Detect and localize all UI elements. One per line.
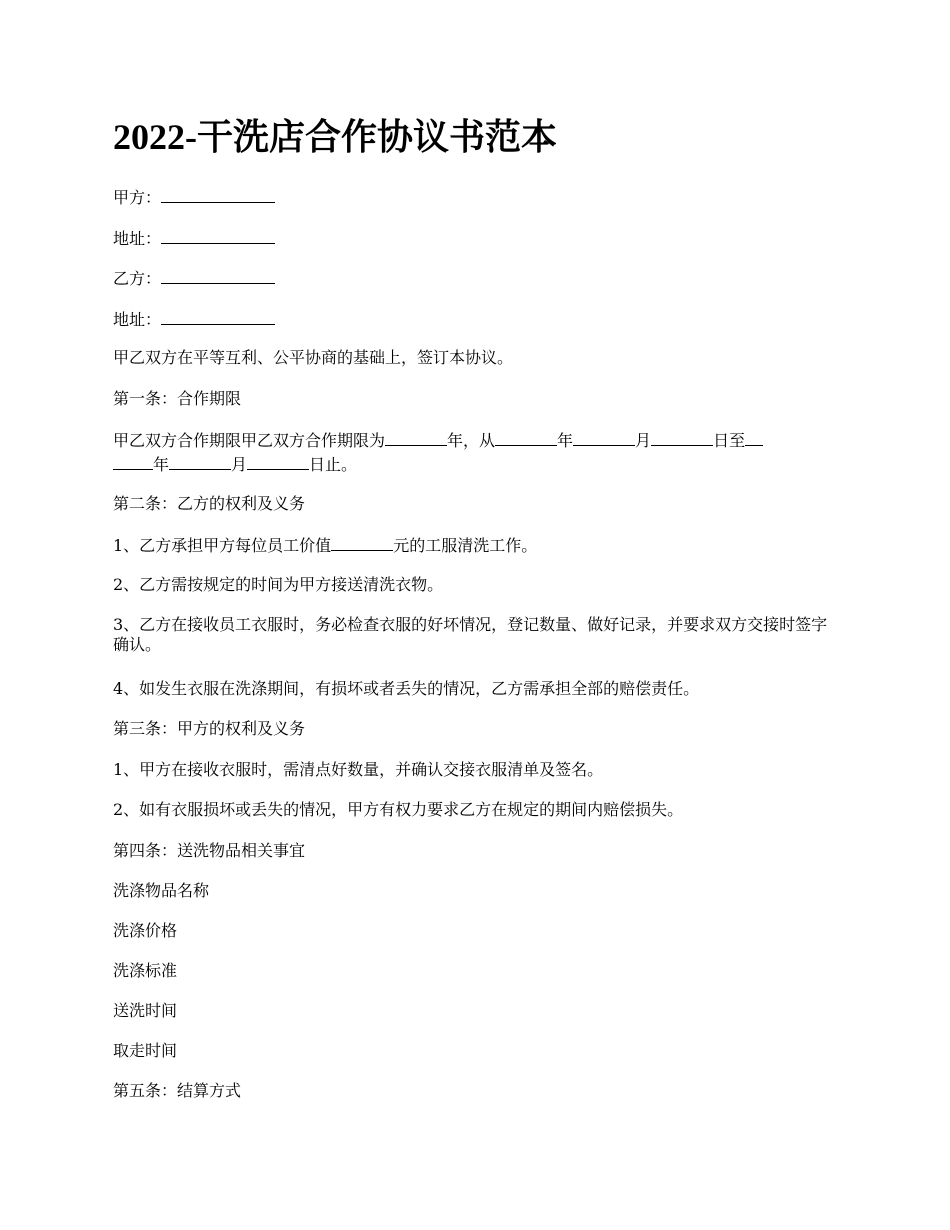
article1-end-year-label: 年 [153,455,170,474]
article5-heading: 第五条：结算方式 [113,1081,242,1100]
party-a-line [113,186,275,208]
article2-item4: 4、如发生衣服在洗涤期间，有损坏或者丢失的情况，乙方需承担全部的赔偿责任。 [113,679,700,698]
party-b-address-label: 地址： [113,310,162,329]
start-month-blank [573,429,635,446]
article2-item1 [113,534,537,556]
party-a-address-line [113,227,275,249]
article4-heading: 第四条：送洗物品相关事宜 [113,841,306,860]
article1-term-line1 [113,429,763,451]
article2-item1-start: 1、乙方承担甲方每位员工价值 [113,536,332,555]
end-month-blank [169,453,231,470]
party-b-line [113,267,275,289]
article1-heading: 第一条：合作期限 [113,389,242,408]
party-a-label: 甲方： [113,188,162,207]
article1-month-label: 月 [635,431,652,450]
party-b-address-blank [161,308,275,325]
start-year-blank [495,429,557,446]
article1-year-label: 年 [557,431,574,450]
party-a-blank [161,186,275,203]
article2-heading: 第二条：乙方的权利及义务 [113,494,306,513]
article2-item3: 3、乙方在接收员工衣服时，务必检查衣服的好坏情况，登记数量、做好记录，并要求双方交接时签字确认。 [113,615,828,654]
party-b-label: 乙方： [113,269,162,288]
article2-item1-end: 元的工服清洗工作。 [393,536,538,555]
article4-field-pickup-time: 取走时间 [113,1041,178,1060]
start-day-blank [651,429,713,446]
article1-year-from: 年，从 [447,431,496,450]
party-a-address-blank [161,227,275,244]
value-blank [331,534,393,551]
article3-item2: 2、如有衣服损坏或丢失的情况，甲方有权力要求乙方在规定的期间内赔偿损失。 [113,800,684,819]
party-b-address-line [113,308,275,330]
article1-day-to: 日至 [713,431,746,450]
article3-item1: 1、甲方在接收衣服时，需清点好数量，并确认交接衣服清单及签名。 [113,760,604,779]
article2-item2: 2、乙方需按规定的时间为甲方接送清洗衣物。 [113,575,444,594]
end-day-blank [247,453,309,470]
article1-text-start: 甲乙双方合作期限甲乙双方合作期限为 [113,431,386,450]
article1-end-month-label: 月 [231,455,248,474]
term-years-blank [385,429,447,446]
document-title: 2022-干洗店合作协议书范本 [113,117,557,157]
article1-day-end: 日止。 [309,455,358,474]
party-b-blank [161,267,275,284]
preamble: 甲乙双方在平等互利、公平协商的基础上，签订本协议。 [113,348,514,367]
article4-field-price: 洗涤价格 [113,921,178,940]
article4-field-item-name: 洗涤物品名称 [113,881,210,900]
article4-field-standard: 洗涤标准 [113,961,178,980]
end-year-blank-part2 [113,453,153,470]
party-a-address-label: 地址： [113,229,162,248]
article4-field-delivery-time: 送洗时间 [113,1001,178,1020]
article1-term-line2 [113,453,357,475]
article3-heading: 第三条：甲方的权利及义务 [113,719,306,738]
end-year-blank-part1 [745,429,763,446]
